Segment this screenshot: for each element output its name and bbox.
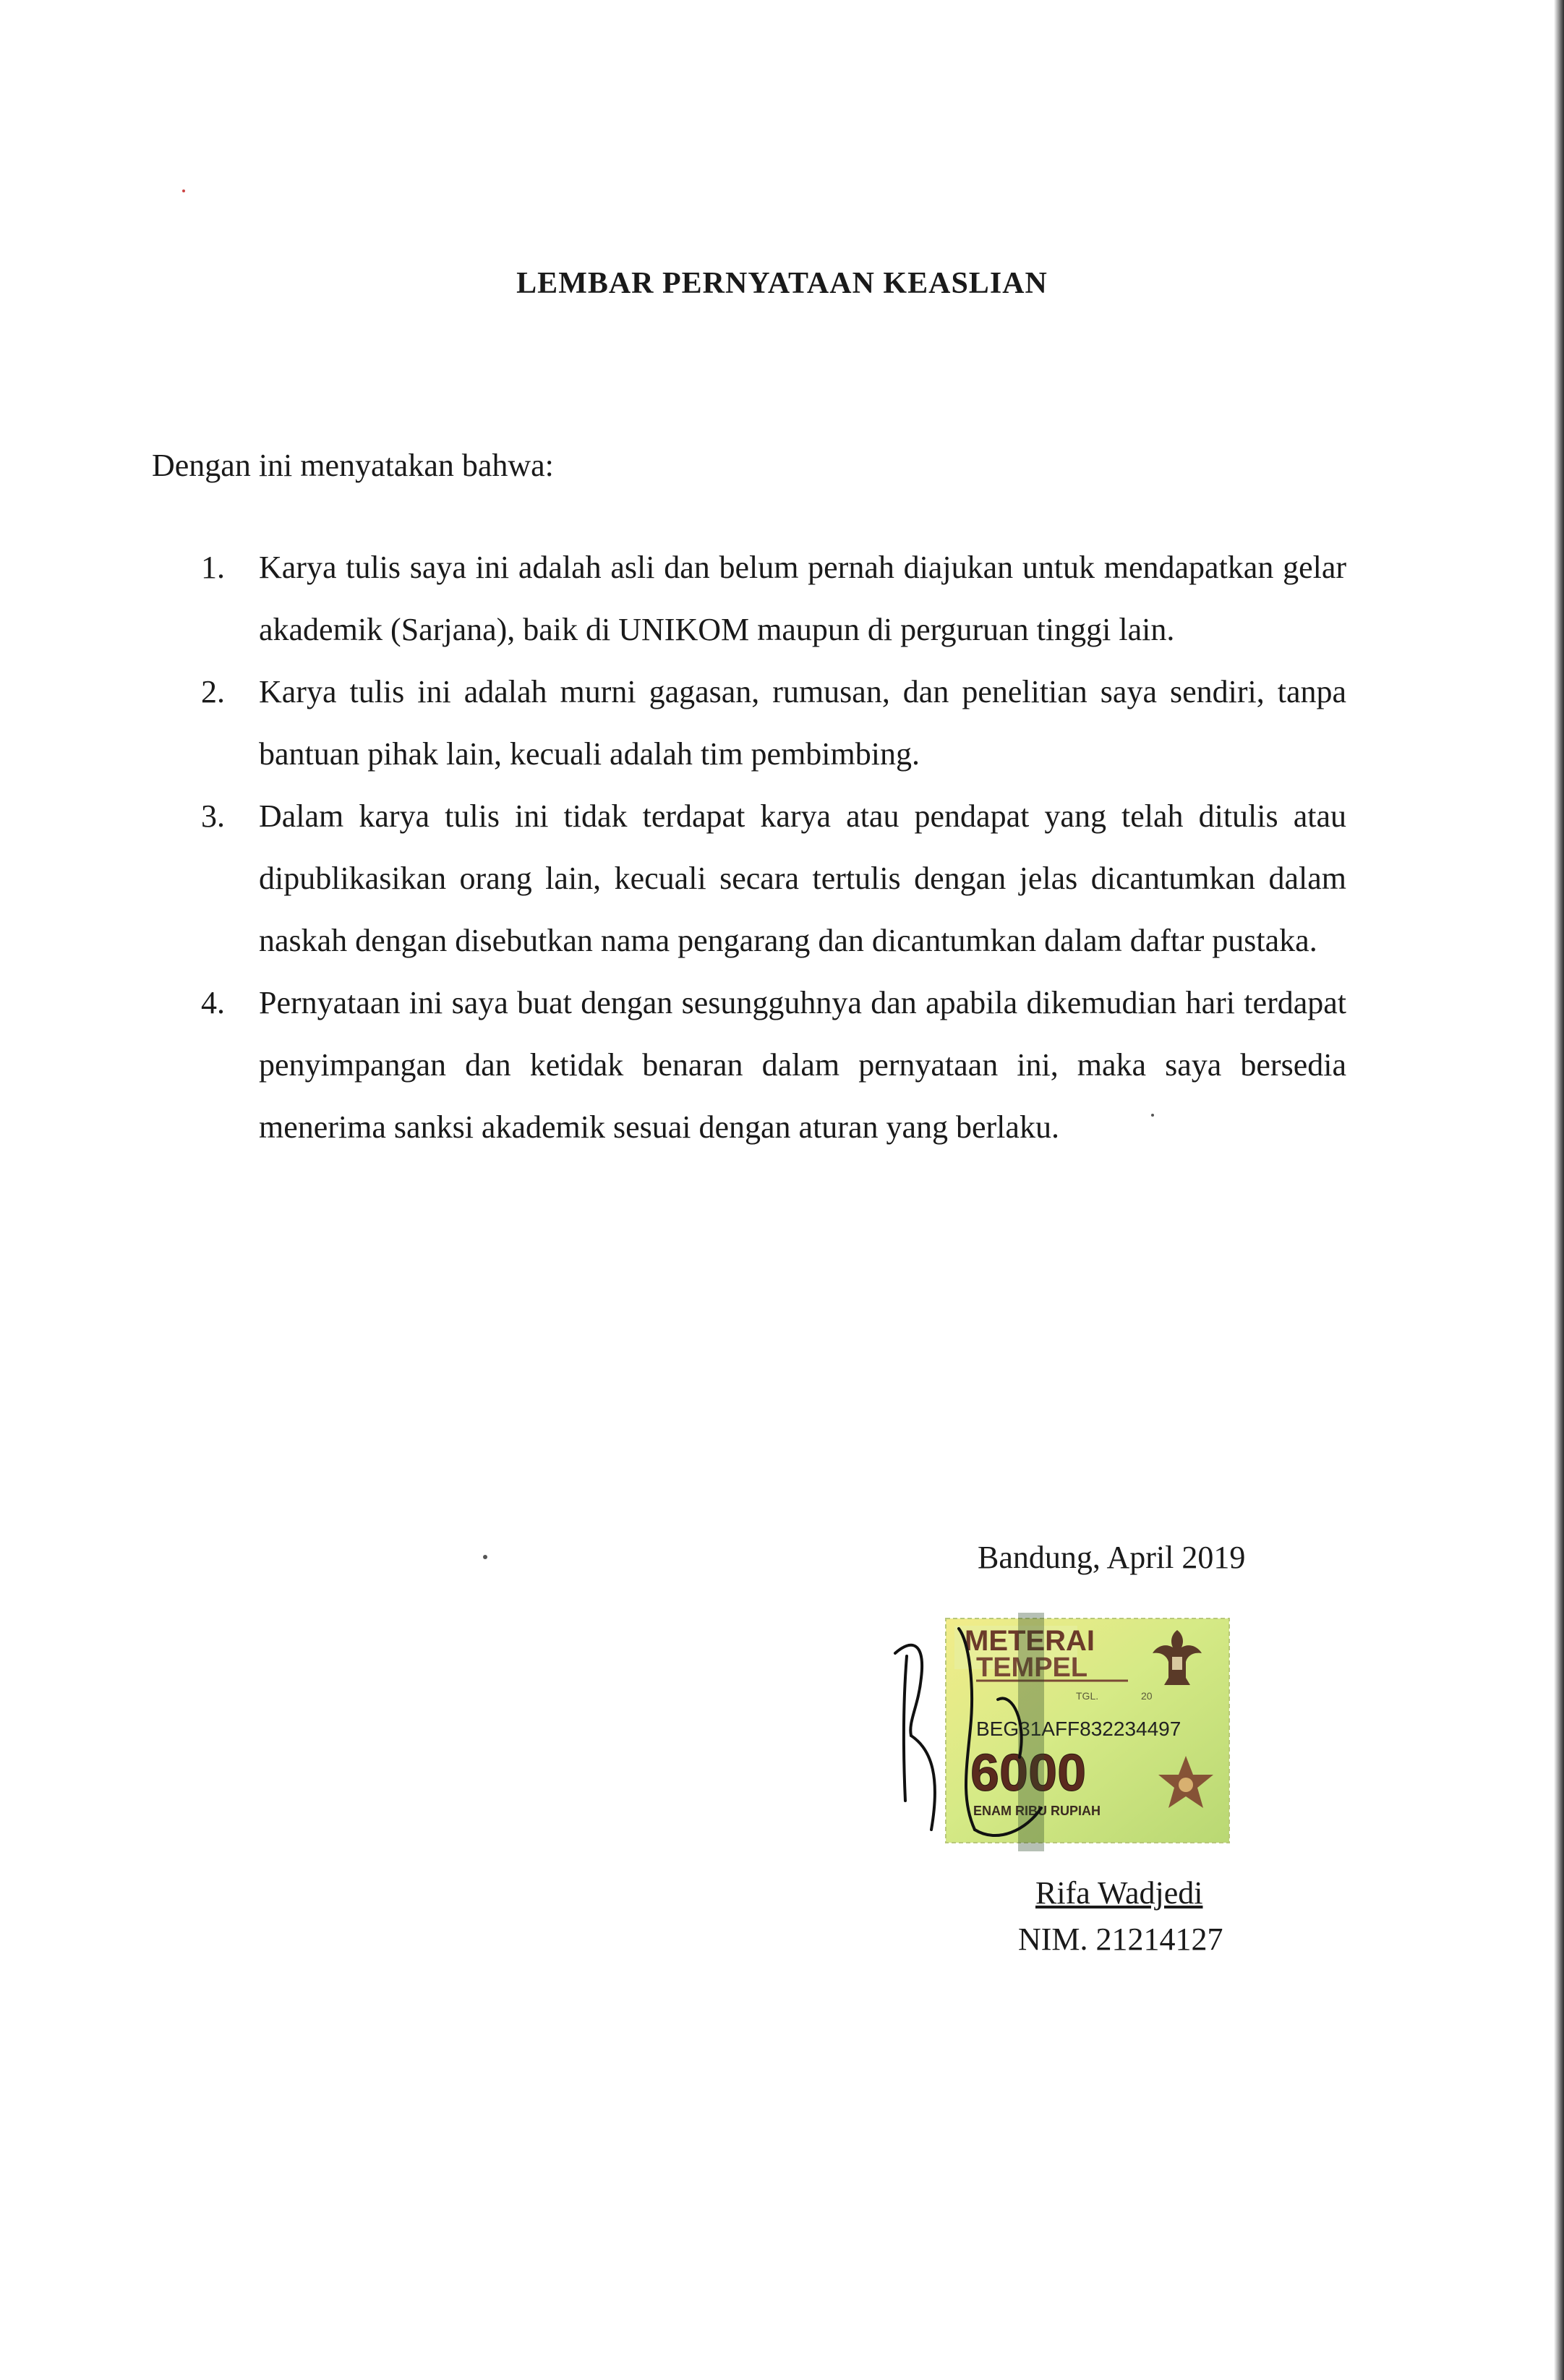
revenue-stamp [946, 1613, 1229, 1851]
statement-list [189, 537, 1346, 1159]
statement-number: 2. [201, 674, 225, 709]
statement-text: Pernyataan ini saya buat dengan sesungguhnya dan apabila dikemudian hari terdapat penyimpangan dan ketidak benaran dalam pernyataan ini, maka saya bersedia menerima sanksi akademik sesuai dengan aturan yang berlaku. [259, 985, 1346, 1145]
scan-speck [483, 1555, 487, 1559]
stamp-date-label: TGL. [1076, 1690, 1099, 1702]
statement-number: 1. [201, 550, 225, 585]
stamp-date-year: 20 [1141, 1690, 1153, 1702]
statement-text: Dalam karya tulis ini tidak terdapat karya atau pendapat yang telah ditulis atau dipublikasikan orang lain, kecuali secara tertulis dengan jelas dicantumkan dalam naskah dengan disebutkan nama pengarang dan dicantumkan dalam daftar pustaka. [259, 798, 1346, 958]
statement-text: Karya tulis saya ini adalah asli dan belum pernah diajukan untuk mendapatkan gelar akademik (Sarjana), baik di UNIKOM maupun di perguruan tinggi lain. [259, 550, 1346, 647]
intro-text: Dengan ini menyatakan bahwa: [152, 448, 554, 483]
stamp-line1: METERAI [965, 1625, 1095, 1657]
scan-edge-shadow [1554, 0, 1564, 2380]
scan-speck [182, 189, 185, 192]
statement-item [189, 661, 1346, 785]
signer-name: Rifa Wadjedi [1035, 1875, 1203, 1911]
document-title: LEMBAR PERNYATAAN KEASLIAN [516, 267, 1048, 300]
signer-id: NIM. 21214127 [1018, 1922, 1223, 1957]
revenue-stamp-image [889, 1613, 1236, 1851]
stamp-value-text: ENAM RIBU RUPIAH [973, 1804, 1101, 1818]
statement-number: 4. [201, 985, 225, 1020]
statement-item [189, 537, 1346, 661]
statement-item [189, 972, 1346, 1159]
statement-text: Karya tulis ini adalah murni gagasan, rumusan, dan penelitian saya sendiri, tanpa bantuan pihak lain, kecuali adalah tim pembimbing. [259, 674, 1346, 772]
place-date: Bandung, April 2019 [978, 1540, 1246, 1575]
stamp-serial: BEG31AFF832234497 [976, 1718, 1181, 1740]
stamp-value: 6000 [970, 1744, 1087, 1802]
statement-item [189, 785, 1346, 972]
statement-number: 3. [201, 798, 225, 834]
signature-block [889, 1613, 1236, 1851]
stamp-line2: TEMPEL [976, 1652, 1088, 1683]
